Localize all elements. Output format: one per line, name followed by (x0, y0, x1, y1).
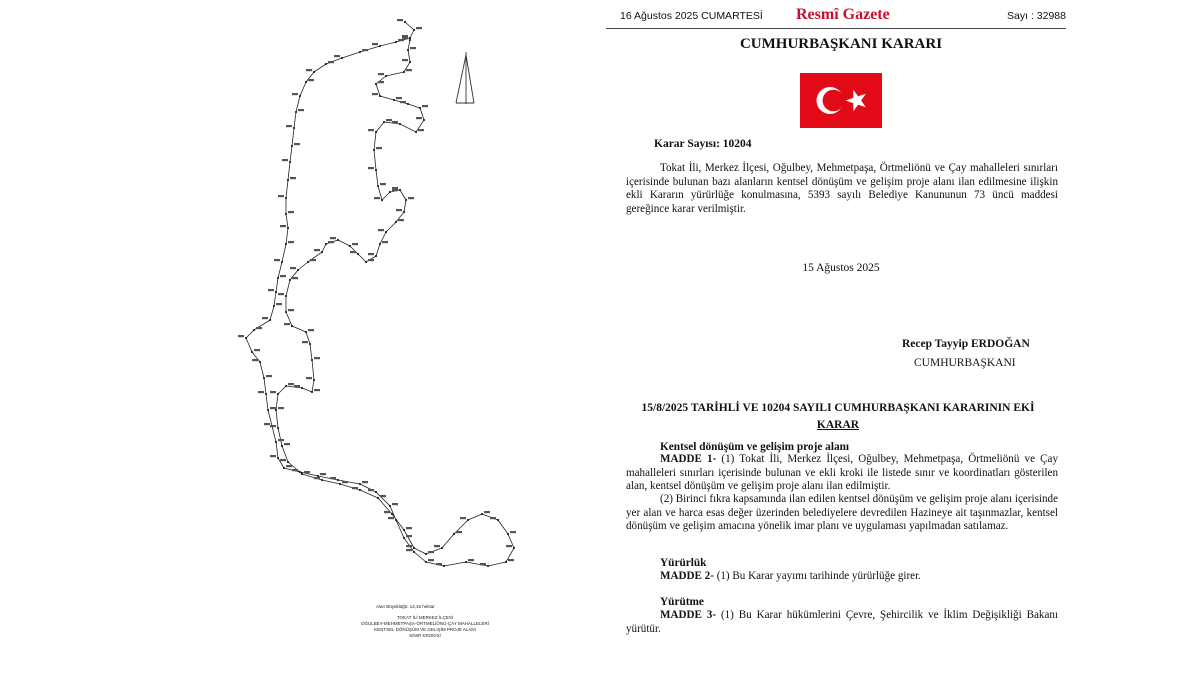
boundary-vertex (379, 243, 381, 245)
vertex-label-mark (372, 93, 378, 95)
vertex-label-mark (280, 275, 286, 277)
boundary-vertex (413, 29, 415, 31)
vertex-label-mark (280, 459, 286, 461)
boundary-vertex (285, 243, 287, 245)
vertex-label-mark (278, 439, 284, 441)
vertex-label-mark (270, 455, 276, 457)
vertex-label-mark (374, 197, 380, 199)
boundary-vertex (413, 551, 415, 553)
boundary-vertex (425, 561, 427, 563)
vertex-label-mark (362, 481, 368, 483)
vertex-label-mark (398, 219, 404, 221)
boundary-vertex (419, 107, 421, 109)
vertex-label-mark (328, 241, 334, 243)
boundary-vertex (285, 213, 287, 215)
boundary-vertex (287, 227, 289, 229)
boundary-vertex (337, 239, 339, 241)
boundary-vertex (407, 49, 409, 51)
vertex-label-mark (406, 69, 412, 71)
vertex-label-mark (258, 391, 264, 393)
vertex-label-mark (480, 563, 486, 565)
boundary-vertex (301, 473, 303, 475)
boundary-vertex (251, 351, 253, 353)
boundary-vertex (357, 253, 359, 255)
boundary-vertex (395, 41, 397, 43)
vertex-label-mark (310, 259, 316, 261)
boundary-vertex (379, 45, 381, 47)
boundary-vertex (285, 385, 287, 387)
boundary-vertex (403, 537, 405, 539)
boundary-vertex (413, 547, 415, 549)
vertex-label-mark (286, 465, 292, 467)
boundary-vertex (365, 261, 367, 263)
section-heading: Yürütme (660, 596, 704, 608)
vertex-label-mark (308, 79, 314, 81)
vertex-label-mark (380, 183, 386, 185)
vertex-label-mark (368, 167, 374, 169)
vertex-label-mark (368, 129, 374, 131)
boundary-vertex (409, 39, 411, 41)
boundary-vertex (305, 81, 307, 83)
gazette-issue: Sayı : 32988 (1007, 10, 1066, 22)
vertex-label-mark (406, 545, 412, 547)
vertex-label-mark (308, 329, 314, 331)
boundary-vertex (275, 441, 277, 443)
boundary-vertex (313, 379, 315, 381)
vertex-label-mark (406, 535, 412, 537)
page-title: CUMHURBAŞKANI KARARI (739, 36, 943, 52)
boundary-vertex (283, 467, 285, 469)
gazette-date: 16 Ağustos 2025 CUMARTESİ (620, 10, 763, 22)
article-1-paragraph-2: (2) Birinci fıkra kapsamında ilan edilen kentsel dönüşüm ve gelişim proje alanı içerisinde yer alan ve harca esas değer üzerinden belediyelere devredilen Hazineye ait taşınmazlar, kentsel dönüşüm ve gelişim amacına yönelik imar planı ve uygulaması yapılmadan satılamaz. (626, 493, 1058, 533)
gazette-page (606, 0, 1066, 675)
vertex-label-mark (352, 243, 358, 245)
boundary-vertex (375, 83, 377, 85)
boundary-vertex (337, 479, 339, 481)
boundary-vertex (513, 547, 515, 549)
boundary-vertex (507, 533, 509, 535)
map-caption-line: TOKAT İLİ MERKEZ İLÇESİ (396, 615, 454, 620)
vertex-label-mark (490, 517, 496, 519)
vertex-label-mark (397, 19, 403, 21)
article-3-paragraph: MADDE 3- (1) Bu Karar hükümlerini Çevre, Şehircilik ve İklim Değişikliği Bakanı yürütür. (626, 609, 1058, 635)
vertex-label-mark (306, 69, 312, 71)
boundary-vertex (403, 211, 405, 213)
boundary-vertex (341, 57, 343, 59)
project-area-boundary (246, 22, 514, 566)
vertex-label-mark (428, 559, 434, 561)
boundary-vertex (375, 169, 377, 171)
vertex-label-mark (434, 545, 440, 547)
boundary-vertex (441, 547, 443, 549)
boundary-vertex (467, 519, 469, 521)
vertex-label-mark (284, 443, 290, 445)
boundary-vertex (309, 343, 311, 345)
boundary-vertex (277, 277, 279, 279)
boundary-vertex (325, 243, 327, 245)
article-2-paragraph: MADDE 2- (1) Bu Karar yayımı tarihinde yürürlüğe girer. (660, 570, 921, 582)
boundary-vertex (277, 427, 279, 429)
vertex-label-mark (264, 423, 270, 425)
annex-subtitle: KARAR (816, 419, 860, 431)
vertex-label-mark (408, 197, 414, 199)
boundary-vertex (379, 95, 381, 97)
boundary-vertex (325, 63, 327, 65)
vertex-label-mark (398, 39, 404, 41)
boundary-vertex (405, 199, 407, 201)
vertex-label-mark (314, 389, 320, 391)
boundary-vertex (385, 75, 387, 77)
boundary-vertex (289, 279, 291, 281)
boundary-vertex (443, 565, 445, 567)
vertex-label-mark (278, 293, 284, 295)
vertex-label-mark (288, 309, 294, 311)
vertex-label-mark (380, 495, 386, 497)
boundary-vertex (269, 319, 271, 321)
boundary-vertex (307, 261, 309, 263)
vertex-label-mark (328, 61, 334, 63)
turkish-flag-icon (800, 73, 882, 128)
boundary-vertex (404, 21, 406, 23)
boundary-vertex (317, 475, 319, 477)
boundary-vertex (275, 409, 277, 411)
vertex-label-mark (410, 47, 416, 49)
boundary-vertex (359, 51, 361, 53)
vertex-label-mark (314, 357, 320, 359)
vertex-label-mark (306, 377, 312, 379)
boundary-vertex (359, 489, 361, 491)
map-caption (350, 604, 500, 639)
vertex-label-mark (510, 531, 516, 533)
vertex-label-mark (376, 147, 382, 149)
boundary-vertex (295, 111, 297, 113)
boundary-vertex (409, 61, 411, 63)
boundary-vertex (293, 127, 295, 129)
boundary-vertex (291, 325, 293, 327)
vertex-label-mark (406, 549, 412, 551)
boundary-vertex (349, 245, 351, 247)
vertex-label-mark (292, 93, 298, 95)
vertex-label-mark (378, 229, 384, 231)
map-caption-area: Alan Büyüklüğü: 14,15 hektar (376, 604, 435, 609)
vertex-label-mark (402, 59, 408, 61)
boundary-vertex (381, 199, 383, 201)
vertex-label-mark (468, 559, 474, 561)
boundary-vertex (465, 561, 467, 563)
vertex-label-mark (270, 407, 276, 409)
vertex-label-mark (330, 477, 336, 479)
vertex-label-mark (342, 481, 348, 483)
section-heading: Yürürlük (660, 557, 707, 569)
boundary-vertex (375, 131, 377, 133)
vertex-label-mark (276, 303, 282, 305)
boundary-vertex (281, 261, 283, 263)
vertex-label-mark (396, 97, 402, 99)
boundary-vertex (321, 479, 323, 481)
vertex-label-mark (238, 335, 244, 337)
vertex-label-mark (298, 109, 304, 111)
boundary-vertex (389, 191, 391, 193)
vertex-label-mark (288, 383, 294, 385)
vertex-label-mark (304, 471, 310, 473)
boundary-vertex (275, 291, 277, 293)
boundary-vertex (487, 565, 489, 567)
boundary-vertex (409, 37, 411, 39)
vertex-label-mark (270, 391, 276, 393)
vertex-label-mark (268, 289, 274, 291)
vertex-label-mark (294, 143, 300, 145)
section-heading: Kentsel dönüşüm ve gelişim proje alanı (660, 441, 850, 453)
boundary-vertex (403, 71, 405, 73)
vertex-label-mark (334, 55, 340, 57)
vertex-label-mark (252, 359, 258, 361)
boundary-vertex (313, 71, 315, 73)
boundary-sketch-map (230, 0, 560, 675)
signatory-title: CUMHURBAŞKANI (914, 357, 1016, 369)
vertex-label-mark (254, 349, 260, 351)
vertex-label-mark (286, 125, 292, 127)
map-caption-line: OĞULBEY-MEHMETPAŞA-ÖRTMELİÖNÜ-ÇAY MAHALLELERİ (360, 621, 490, 626)
vertex-label-mark (508, 559, 514, 561)
vertex-label-mark (402, 35, 408, 37)
vertex-label-mark (484, 511, 490, 513)
vertex-label-mark (402, 37, 408, 39)
vertex-label-mark (418, 129, 424, 131)
boundary-vertex (311, 359, 313, 361)
boundary-vertex (375, 255, 377, 257)
vertex-label-mark (400, 101, 406, 103)
boundary-vertex (287, 179, 289, 181)
article-1-paragraph-1: MADDE 1- (1) Tokat İli, Merkez İlçesi, Oğulbey, Mehmetpaşa, Örtmeliönü ve Çay mahalleleri sınırları içerisinde bulunan ve ekli kroki ile listede sınır ve koordinatları gösterilen alan, kentsel dönüşüm ve gelişim proje alanı ilan edilmiştir. (626, 453, 1059, 493)
boundary-vertex (505, 561, 507, 563)
vertex-label-mark (388, 517, 394, 519)
boundary-vertex (305, 331, 307, 333)
boundary-vertex (297, 269, 299, 271)
boundary-vertex (285, 311, 287, 313)
boundary-vertex (285, 197, 287, 199)
boundary-vertex (299, 95, 301, 97)
boundary-vertex (415, 131, 417, 133)
vertex-label-mark (382, 241, 388, 243)
boundary-vertex (423, 119, 425, 121)
vertex-label-mark (460, 517, 466, 519)
boundary-vertex (399, 189, 401, 191)
boundary-vertex (497, 519, 499, 521)
boundary-vertex (407, 103, 409, 105)
gazette-name: Resmî Gazete (796, 6, 890, 23)
boundary-vertex (289, 161, 291, 163)
boundary-vertices (238, 19, 516, 567)
boundary-vertex (399, 123, 401, 125)
boundary-vertex (373, 149, 375, 151)
vertex-label-mark (378, 81, 384, 83)
boundary-vertex (301, 387, 303, 389)
vertex-label-mark (352, 487, 358, 489)
vertex-label-mark (416, 27, 422, 29)
boundary-vertex (403, 529, 405, 531)
vertex-label-mark (262, 317, 268, 319)
boundary-vertex (391, 513, 393, 515)
vertex-label-mark (274, 259, 280, 261)
signatory-name: Recep Tayyip ERDOĞAN (902, 338, 1030, 350)
boundary-vertex (299, 471, 301, 473)
boundary-vertex (311, 391, 313, 393)
vertex-label-mark (270, 425, 276, 427)
vertex-label-mark (428, 551, 434, 553)
vertex-label-mark (290, 267, 296, 269)
boundary-vertex (395, 519, 397, 521)
vertex-label-mark (278, 407, 284, 409)
boundary-vertex (339, 483, 341, 485)
boundary-vertex (291, 145, 293, 147)
vertex-label-mark (288, 211, 294, 213)
boundary-vertex (389, 505, 391, 507)
vertex-label-mark (392, 121, 398, 123)
annex-title: 15/8/2025 TARİHLİ VE 10204 SAYILI CUMHURBAŞKANI KARARININ EKİ (641, 402, 1035, 414)
vertex-label-mark (406, 527, 412, 529)
boundary-vertex (265, 393, 267, 395)
boundary-vertex (377, 185, 379, 187)
vertex-label-mark (290, 177, 296, 179)
vertex-label-mark (384, 511, 390, 513)
boundary-vertex (245, 337, 247, 339)
vertex-label-mark (416, 117, 422, 119)
vertex-label-mark (506, 545, 512, 547)
vertex-label-mark (314, 249, 320, 251)
vertex-label-mark (392, 187, 398, 189)
boundary-vertex (321, 251, 323, 253)
boundary-vertex (267, 409, 269, 411)
gazette-header (606, 8, 1066, 29)
boundary-vertex (383, 121, 385, 123)
vertex-label-mark (314, 477, 320, 479)
vertex-label-mark (456, 531, 462, 533)
boundary-vertex (385, 231, 387, 233)
intro-paragraph: Tokat İli, Merkez İlçesi, Oğulbey, Mehmetpaşa, Örtmeliönü ve Çay mahalleleri sınırları içerisinde bulunan bazı alanların kentsel dönüşüm ve gelişim proje alanı ilan edilmesine ilişkin ekli Kararın yürürlüğe konulmasına, 5393 sayılı Belediye Kanununun 73 üncü maddesi gereğince karar verilmiştir. (626, 162, 1058, 215)
vertex-label-mark (378, 73, 384, 75)
boundary-vertex (259, 361, 261, 363)
vertex-label-mark (330, 237, 336, 239)
map-caption-line: SINIR KROKİSİ (409, 633, 441, 638)
boundary-vertex (285, 295, 287, 297)
vertex-label-mark (292, 277, 298, 279)
vertex-label-mark (372, 43, 378, 45)
vertex-label-mark (302, 341, 308, 343)
boundary-vertex (395, 221, 397, 223)
vertex-label-mark (256, 327, 262, 329)
boundary-vertex (277, 393, 279, 395)
vertex-label-mark (288, 241, 294, 243)
vertex-label-mark (350, 251, 356, 253)
vertex-label-mark (368, 259, 374, 261)
decision-date: 15 Ağustos 2025 (802, 262, 880, 274)
boundary-vertex (377, 497, 379, 499)
vertex-label-mark (396, 209, 402, 211)
vertex-label-mark (362, 49, 368, 51)
vertex-label-mark (266, 375, 272, 377)
boundary-vertex (263, 377, 265, 379)
vertex-label-mark (320, 473, 326, 475)
boundary-vertex (425, 553, 427, 555)
vertex-label-mark (422, 105, 428, 107)
boundary-vertex (393, 99, 395, 101)
vertex-label-mark (368, 489, 374, 491)
boundary-vertex (277, 457, 279, 459)
vertex-label-mark (368, 253, 374, 255)
boundary-vertex (281, 445, 283, 447)
boundary-vertex (481, 513, 483, 515)
vertex-label-mark (436, 563, 442, 565)
boundary-vertex (287, 461, 289, 463)
vertex-label-mark (292, 469, 298, 471)
vertex-label-mark (386, 119, 392, 121)
vertex-label-mark (282, 159, 288, 161)
vertex-label-mark (392, 189, 398, 191)
decision-number: Karar Sayısı: 10204 (654, 138, 752, 150)
map-caption-line: KENTSEL DÖNÜŞÜM VE GELİŞİM PROJE ALANI (374, 627, 476, 632)
north-arrow-icon (456, 52, 474, 104)
boundary-vertex (359, 483, 361, 485)
boundary-vertex (375, 491, 377, 493)
vertex-label-mark (294, 385, 300, 387)
vertex-label-mark (280, 225, 286, 227)
vertex-label-mark (392, 503, 398, 505)
boundary-vertex (253, 329, 255, 331)
vertex-label-mark (278, 195, 284, 197)
boundary-vertex (273, 305, 275, 307)
boundary-vertex (453, 533, 455, 535)
vertex-label-mark (284, 323, 290, 325)
